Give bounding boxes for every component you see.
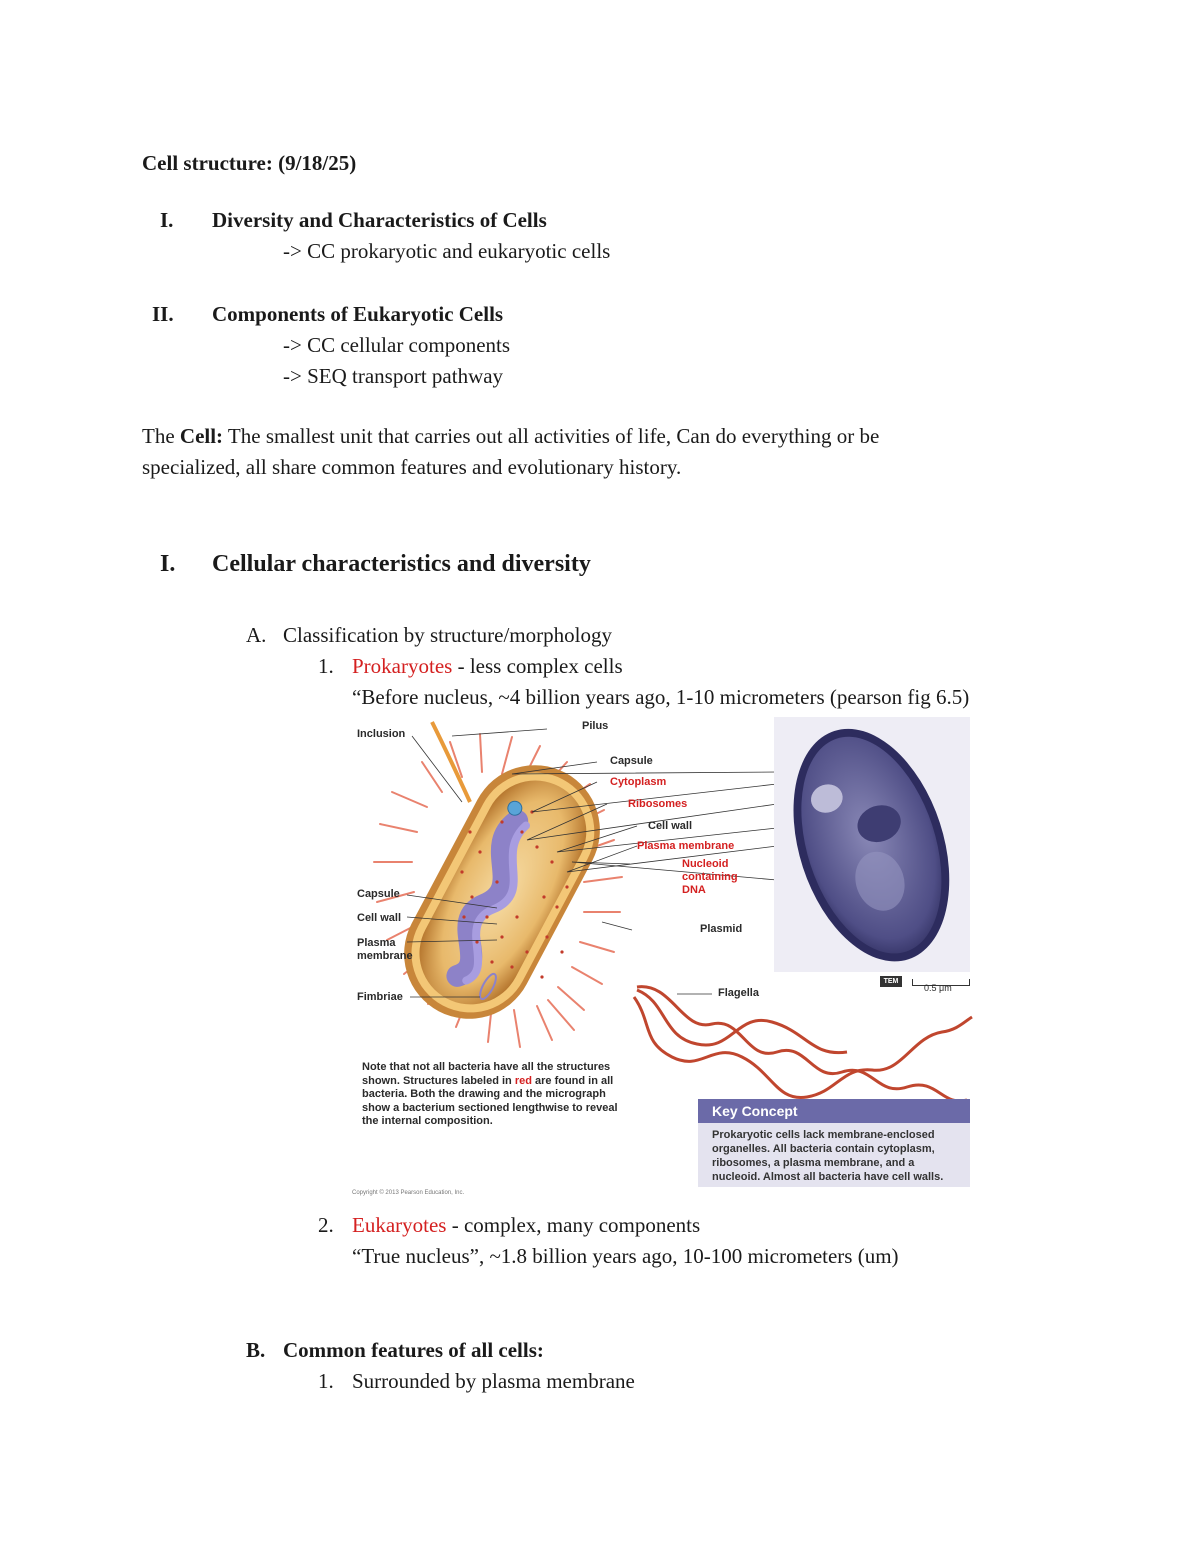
scale-label: 0.5 μm: [924, 983, 952, 993]
sub-heading-b: Common features of all cells:: [283, 1338, 544, 1362]
figure-copyright: Copyright © 2013 Pearson Education, Inc.: [352, 1190, 465, 1196]
term-prokaryotes: Prokaryotes: [352, 654, 453, 678]
list-number: 2.: [318, 1213, 334, 1237]
list-item: Surrounded by plasma membrane: [352, 1369, 635, 1393]
micrograph-panel: [774, 717, 970, 972]
label-flagella: Flagella: [718, 987, 759, 999]
list-item-detail: “True nucleus”, ~1.8 billion years ago, 10-100 micrometers (um): [352, 1244, 899, 1268]
label-cytoplasm: Cytoplasm: [610, 776, 667, 788]
cell-def-line2: specialized, all share common features and evolutionary history.: [142, 455, 682, 479]
label-fimbriae: Fimbriae: [357, 991, 403, 1003]
key-concept-title: Key Concept: [698, 1099, 970, 1123]
section-numeral: I.: [160, 551, 176, 577]
label-nucleoid: Nucleoid containing DNA: [682, 858, 738, 896]
cell-def-prefix: The: [142, 424, 180, 448]
label-plasmid: Plasmid: [700, 923, 743, 935]
cell-def-term: Cell:: [179, 424, 224, 448]
label-plasma-membrane-right: Plasma membrane: [637, 840, 735, 852]
tem-badge: TEM: [880, 976, 902, 987]
outline-item: -> SEQ transport pathway: [283, 364, 504, 388]
flagella-lines: [634, 987, 972, 1101]
figure-note: Note that not all bacteria have all the structures shown. Structures labeled in red are found in all bacteria. Both the drawing and the micrograph show a bacterium sectioned lengthwise to reveal the internal composition.: [362, 1061, 618, 1128]
list-item-eukaryotes: [352, 1212, 700, 1238]
prokaryote-figure: [352, 712, 976, 1200]
outline-numeral-1: I.: [160, 208, 174, 232]
note-red-word: red: [514, 1074, 532, 1087]
term-eukaryotes: Eukaryotes: [352, 1213, 447, 1237]
outline-item: -> CC cellular components: [283, 333, 511, 357]
key-concept-box: [698, 1099, 970, 1187]
label-ribosomes: Ribosomes: [628, 798, 688, 810]
outline-heading-1: Diversity and Characteristics of Cells: [212, 208, 547, 232]
outline-item: -> CC prokaryotic and eukaryotic cells: [283, 239, 611, 263]
list-item-detail: “Before nucleus, ~4 billion years ago, 1-10 micrometers (pearson fig 6.5): [352, 685, 970, 709]
micrograph-image: [774, 717, 970, 972]
label-capsule-left: Capsule: [357, 888, 400, 900]
page-title: Cell structure: (9/18/25): [142, 151, 357, 175]
label-capsule-right: Capsule: [610, 755, 653, 767]
list-item-prokaryotes: [352, 653, 623, 679]
sub-letter-b: B.: [246, 1338, 266, 1362]
label-plasma-membrane-left: Plasma membrane: [357, 937, 413, 962]
cell-def-line1: The smallest unit that carries out all activities of life, Can do everything or be: [223, 424, 880, 448]
term-desc: - complex, many components: [446, 1213, 701, 1237]
cell-definition: [142, 421, 1042, 483]
sub-letter-a: A.: [246, 623, 267, 647]
label-cell-wall-left: Cell wall: [357, 912, 402, 924]
section-heading: Cellular characteristics and diversity: [212, 551, 591, 577]
list-number: 1.: [318, 654, 334, 678]
label-inclusion: Inclusion: [357, 728, 406, 740]
pilus-line: [432, 722, 470, 802]
sub-heading-a: Classification by structure/morphology: [283, 623, 612, 647]
label-cell-wall-right: Cell wall: [648, 820, 693, 832]
outline-heading-2: Components of Eukaryotic Cells: [212, 302, 504, 326]
list-number: 1.: [318, 1369, 334, 1393]
term-desc: - less complex cells: [452, 654, 623, 678]
key-concept-body: Prokaryotic cells lack membrane-enclosed organelles. All bacteria contain cytoplasm, ribosomes, a plasma membrane, and a nucleoid. Almost all bacteria have cell walls.: [712, 1129, 944, 1183]
outline-numeral-2: II.: [152, 302, 174, 326]
label-pilus: Pilus: [582, 720, 609, 732]
